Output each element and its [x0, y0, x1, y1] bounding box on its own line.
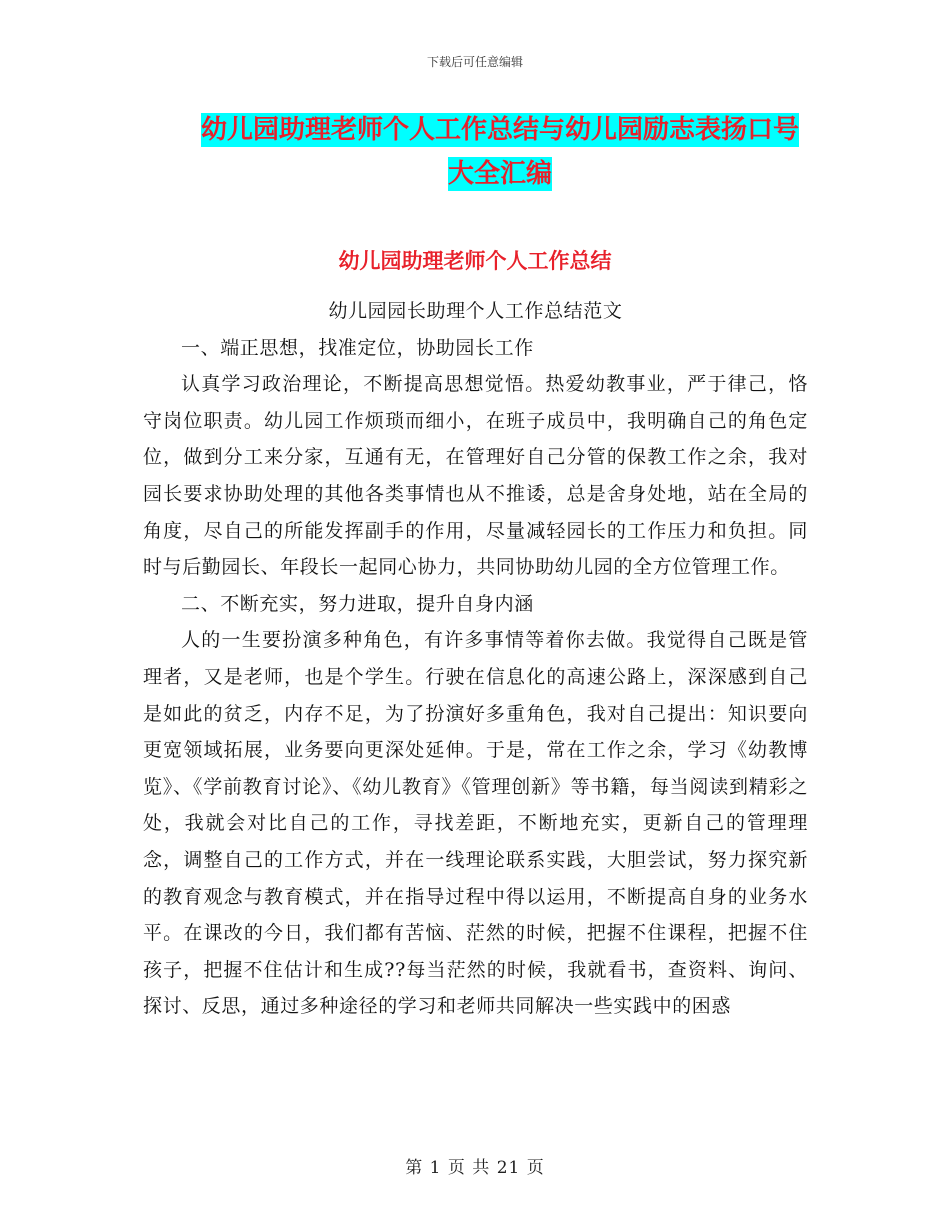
section-title: 幼儿园助理老师个人工作总结 [338, 249, 612, 273]
document-body [143, 293, 808, 1025]
main-title-text: 幼儿园助理老师个人工作总结与幼儿园励志表扬口号大全汇编 [200, 115, 799, 189]
page-footer: 第 1 页 共 21 页 [405, 1158, 545, 1178]
heading-section-2: 二、不断充实，努力进取，提升自身内涵 [181, 592, 534, 615]
document-subtitle: 幼儿园园长助理个人工作总结范文 [328, 300, 623, 322]
paragraph: 人的一生要扮演多种角色，有许多事情等着你去做。我觉得自己既是管理者，又是老师，也是个学生。行驶在信息化的高速公路上，深深感到自己是如此的贫乏，内存不足，为了扮演好多重角色，我对自己提出：知识要向更宽领域拓展，业务要向更深处延伸。于是，常在工作之余，学习《幼教博览》、《学前教育讨论》、《幼儿教育》《管理创新》等书籍，每当阅读到精彩之处，我就会对比自己的工作，寻找差距，不断地充实，更新自己的管理理念，调整自己的工作方式，并在一线理论联系实践，大胆尝试，努力探究新的教育观念与教育模式，并在指导过程中得以运用，不断提高自身的业务水平。在课改的今日，我们都有苦恼、茫然的时候，把握不住课程，把握不住孩子，把握不住估计和生成??每当茫然的时候，我就看书，查资料、询问、探讨、反思，通过多种途径的学习和老师共同解决一些实践中的困惑 [143, 629, 808, 1018]
heading-section-1: 一、端正思想，找准定位，协助园长工作 [181, 336, 534, 359]
paragraph: 认真学习政治理论，不断提高思想觉悟。热爱幼教事业，严于律己，恪守岗位职责。幼儿园工作烦琐而细小，在班子成员中，我明确自己的角色定位，做到分工来分家，互通有无，在管理好自己分管的保教工作之余，我对园长要求协助处理的其他各类事情也从不推诿，总是舍身处地，站在全局的角度，尽自己的所能发挥副手的作用，尽量减轻园长的工作压力和负担。同时与后勤园长、年段长一起同心协力，共同协助幼儿园的全方位管理工作。 [143, 373, 808, 579]
main-title [190, 108, 810, 196]
header-note: 下载后可任意编辑 [426, 55, 523, 69]
